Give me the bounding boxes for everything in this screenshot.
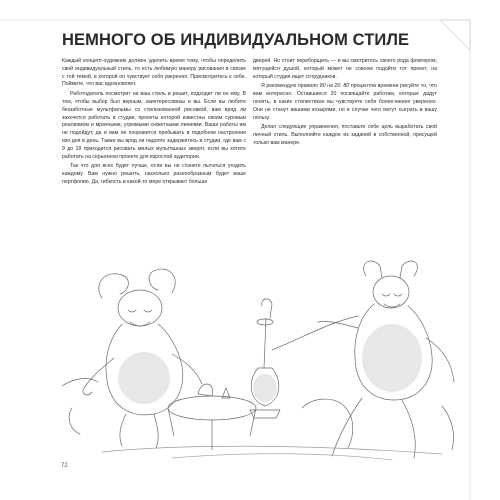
page-number: 72: [61, 463, 68, 469]
sketch-illustration: [62, 258, 462, 463]
paragraph: Каждый концепт-художник должен уделить время тому, чтобы определить свой индивидуальный стиль, то есть любимую манеру рисования в связке с той темой, в которой он чувствует себя уверенно. Присмотритесь к себе. Поймите, что вас вдохновляет.: [62, 58, 246, 88]
page-title: НЕМНОГО ОБ ИНДИВИДУАЛЬНОМ СТИЛЕ: [62, 31, 410, 49]
paragraph: Делая следующие упражнения, поставьте себе цель выработать свой личный стиль. Выполняйте каждое из заданий в собственной, присущей только вам манере.: [253, 124, 437, 146]
table-with-cups: [168, 384, 256, 450]
paragraph: Работодатель посмотрит на ваш стиль и решит, подходит ли он ему. В том, чтобы выбор был верным, заинтересованы и вы. Если вы любите беззаботные мультфильмы со стилизованной рисовкой, вам вряд ли захочется работать в студии, проекты которой известны своим суровым реализмом и мрачными, угрюмыми сюжетными линиями. Ваши работы им не подойдут, да и вам не понравится пребывать в подобном настроении изо дня в день. Также вы вряд ли надолго задержитесь в студии, где вам с 9 до 18 приходится рисовать милых мультяшных зверят, если вы хотите работать на серьезном проекте для взрослой аудитории.: [62, 91, 246, 160]
paragraph-text: Я рекомендую правило: [261, 83, 320, 90]
paragraph-rule: [253, 83, 437, 122]
left-column: [62, 58, 246, 189]
paragraph: Так что для всех будет лучше, если вы не станете пытаться угодить каждому. Вам нужно решить, насколько разнообразным будет ваше портфолио. Да, гибкость в какой-то мере открывает больше: [62, 163, 246, 185]
paragraph-text: процентов времени рисуйте то, что вам интересно. Оставшиеся 20 посвящайте работам, которые дадут понять, в каких стилистиках вы чувствуете себя более-менее уверенно. Они не станут вашими козырями, но в случае чего могут сыграть в вашу пользу.: [253, 83, 437, 121]
right-column: [253, 58, 437, 150]
paragraph: дверей. Но стоит переборщить — и вы смотритесь своего рода флюгером, мятущейся душой, который может не совсем подойти тот проект, на который студия ищет сотрудников.: [253, 58, 437, 80]
rule-emphasis: 80 на 20. 80: [319, 83, 350, 90]
